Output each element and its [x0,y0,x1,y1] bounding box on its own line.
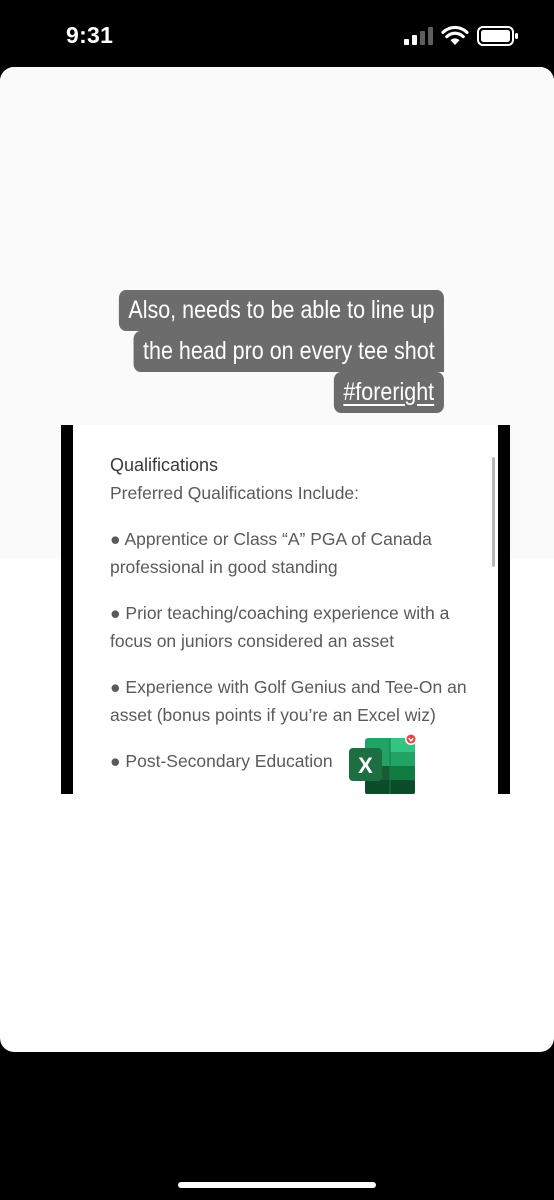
scrollbar [492,457,495,567]
cellular-signal-icon [404,27,434,45]
status-bar [0,0,554,70]
wifi-icon [441,24,469,46]
list-item: ● Experience with Golf Genius and Tee-On an asset (bonus points if you’re an Excel wiz) [110,677,467,725]
caption-line: Also, needs to be able to line up [119,290,444,331]
story-caption [64,290,444,413]
list-item: ● Apprentice or Class “A” PGA of Canada professional in good standing [110,529,432,577]
battery-icon [477,26,519,46]
excel-icon[interactable] [348,733,420,797]
document-content [110,451,470,775]
list-item: ● Post-Secondary Education [110,751,333,771]
excel-letter: X [358,753,373,778]
hashtag-link[interactable]: #foreright [343,378,435,406]
story-card[interactable] [0,67,554,1052]
caption-line [334,372,444,413]
home-indicator[interactable] [178,1182,376,1188]
doc-heading: Qualifications [110,455,219,475]
list-item: ● Prior teaching/coaching experience with a focus on juniors considered an asset [110,603,450,651]
caption-line: the head pro on every tee shot [133,331,444,372]
embedded-screenshot [61,425,510,794]
status-time: 9:31 [66,22,114,48]
doc-subheading: Preferred Qualifications Include: [110,483,360,503]
